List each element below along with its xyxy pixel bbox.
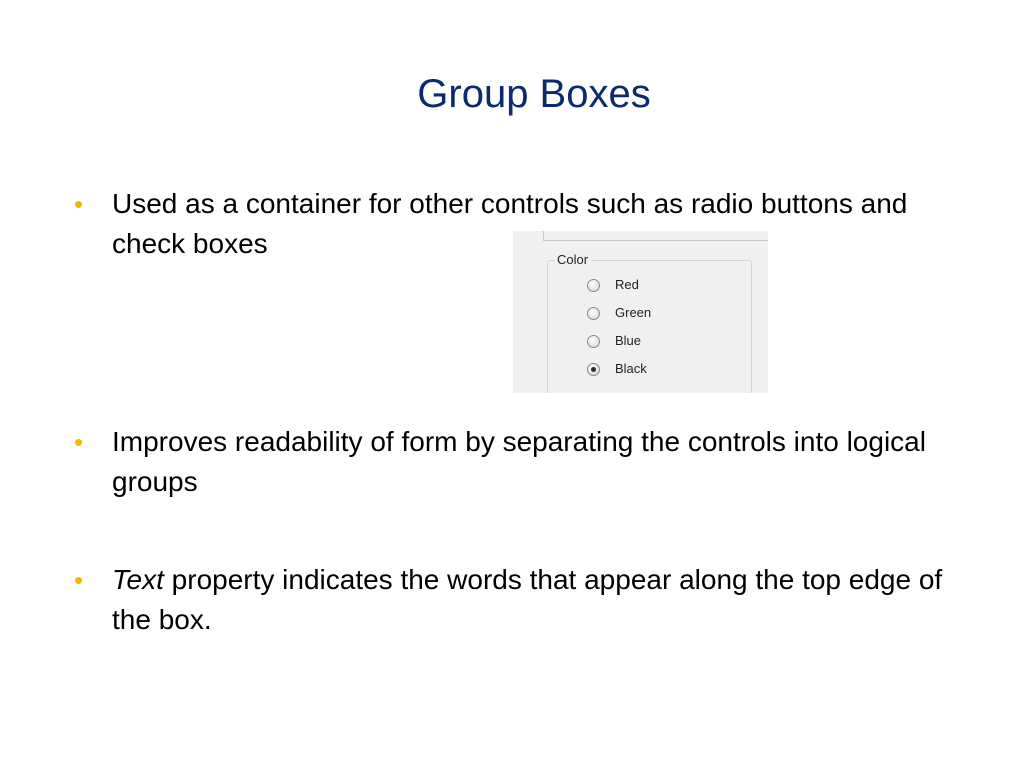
radio-unchecked-icon[interactable] [587, 335, 600, 348]
slide-title: Group Boxes [417, 72, 651, 116]
adjacent-control-edge [543, 231, 768, 241]
bullet-text-1: Used as a container for other controls such as radio buttons and check boxes [112, 188, 908, 259]
bullet-dot-icon: • [74, 189, 84, 219]
bullet-emphasis: Text [112, 564, 164, 595]
radio-label: Green [615, 305, 652, 320]
bullet-item-3 [74, 560, 974, 640]
bullet-dot-icon: • [74, 565, 84, 595]
radio-unchecked-icon[interactable] [587, 307, 600, 320]
radio-checked-icon[interactable] [587, 363, 600, 376]
bullet-text-3: property indicates the words that appear along the top edge of the box. [112, 564, 943, 635]
radio-label: Red [615, 277, 639, 292]
radio-unchecked-icon[interactable] [587, 279, 600, 292]
group-box-frame [547, 260, 752, 393]
bullet-dot-icon: • [74, 427, 84, 457]
group-box-screenshot [513, 231, 768, 393]
bullet-text-2: Improves readability of form by separating the controls into logical groups [112, 426, 926, 497]
bullet-text-3-wrapper [112, 560, 974, 640]
group-box-caption: Color [554, 252, 591, 268]
radio-label: Blue [615, 333, 642, 348]
radio-label: Black [615, 361, 647, 376]
bullet-item-2 [74, 422, 974, 502]
